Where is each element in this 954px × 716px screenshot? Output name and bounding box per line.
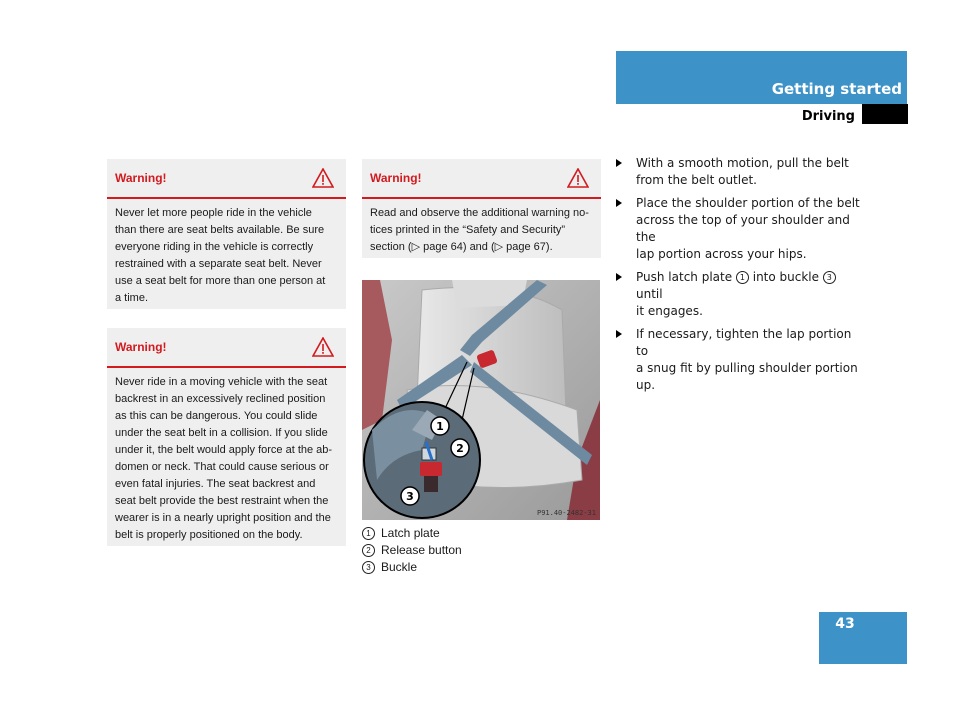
step-text: into buckle: [748, 270, 823, 284]
legend-number: 3: [362, 561, 375, 574]
warning-header: [362, 159, 601, 199]
step-line: across the top of your shoulder and the: [636, 213, 850, 244]
warning-line: Read and observe the additional warning no-: [370, 207, 589, 219]
section-title: Getting started: [771, 80, 902, 98]
legend-label: Latch plate: [381, 526, 440, 540]
callout-1: 1: [436, 420, 444, 433]
warning-line: as this can be dangerous. You could slide: [115, 410, 318, 422]
figure-code: P91.40-2482-31: [536, 509, 596, 517]
figure-legend: [362, 525, 462, 576]
inline-number: 1: [736, 271, 749, 284]
seat-belt-illustration: [362, 280, 600, 520]
step-line: a snug fit by pulling shoulder portion: [636, 361, 858, 375]
warning-header: [107, 159, 346, 199]
warning-header: [107, 328, 346, 368]
warning-text: [107, 199, 346, 315]
warning-line: seat belt provide the best restraint when the: [115, 495, 329, 507]
warning-text: [362, 199, 601, 264]
callout-3: 3: [406, 490, 414, 503]
warning-line: tices printed in the “Safety and Security”: [370, 224, 566, 236]
warning-line: Never let more people ride in the vehicle: [115, 207, 312, 219]
page-number: 43: [835, 616, 855, 632]
warning-line: Never ride in a moving vehicle with the seat: [115, 376, 328, 388]
warning-line: use a seat belt for more than one person at: [115, 275, 326, 287]
warning-line: section (▷ page 64) and (▷ page 67).: [370, 241, 553, 253]
step-line: [636, 269, 861, 303]
instruction-step: [616, 155, 861, 189]
bullet-arrow-icon: [616, 273, 622, 281]
warning-triangle-icon: [567, 168, 589, 188]
warning-line: a time.: [115, 292, 149, 304]
step-line: If necessary, tighten the lap portion to: [636, 327, 852, 358]
instruction-step: [616, 195, 861, 263]
instruction-step: [616, 326, 861, 394]
instruction-step: [616, 269, 861, 320]
instruction-steps: [616, 155, 861, 400]
section-tab-marker: [862, 104, 908, 124]
subsection-title: Driving: [801, 109, 855, 124]
legend-label: Release button: [381, 543, 462, 557]
warning-line: backrest in an excessively reclined position: [115, 393, 326, 405]
warning-line: under it, the belt would apply force at the ab-: [115, 444, 333, 456]
warning-box-3: [362, 159, 601, 258]
warning-box-2: [107, 328, 346, 546]
inline-number: 3: [823, 271, 836, 284]
legend-number: 2: [362, 544, 375, 557]
warning-triangle-icon: [312, 337, 334, 357]
warning-text: [107, 368, 346, 552]
legend-item: [362, 542, 462, 559]
step-line: up.: [636, 378, 656, 392]
step-line: it engages.: [636, 304, 703, 318]
legend-number: 1: [362, 527, 375, 540]
warning-line: under the seat belt in a collision. If you slide: [115, 427, 328, 439]
callout-2: 2: [456, 442, 464, 455]
legend-item: [362, 559, 462, 576]
bullet-arrow-icon: [616, 199, 622, 207]
warning-line: belt is properly positioned on the body.: [115, 529, 303, 541]
legend-item: [362, 525, 462, 542]
step-line: Place the shoulder portion of the belt: [636, 196, 860, 210]
warning-line: everyone riding in the vehicle is correctly: [115, 241, 314, 253]
bullet-arrow-icon: [616, 159, 622, 167]
warning-title: Warning!: [370, 171, 422, 185]
warning-title: Warning!: [115, 340, 167, 354]
warning-triangle-icon: [312, 168, 334, 188]
seat-belt-drawing: [362, 280, 600, 520]
warning-line: wearer is in a nearly upright position and the: [115, 512, 331, 524]
warning-line: domen or neck. That could cause serious or: [115, 461, 329, 473]
step-text: until: [636, 287, 663, 301]
step-line: from the belt outlet.: [636, 173, 757, 187]
warning-title: Warning!: [115, 171, 167, 185]
warning-line: even fatal injuries. The seat backrest and: [115, 478, 316, 490]
step-line: lap portion across your hips.: [636, 247, 807, 261]
warning-box-1: [107, 159, 346, 309]
bullet-arrow-icon: [616, 330, 622, 338]
step-text: Push latch plate: [636, 270, 736, 284]
warning-line: than there are seat belts available. Be sure: [115, 224, 325, 236]
legend-label: Buckle: [381, 560, 418, 574]
warning-line: restrained with a separate seat belt. Never: [115, 258, 322, 270]
step-line: With a smooth motion, pull the belt: [636, 156, 849, 170]
